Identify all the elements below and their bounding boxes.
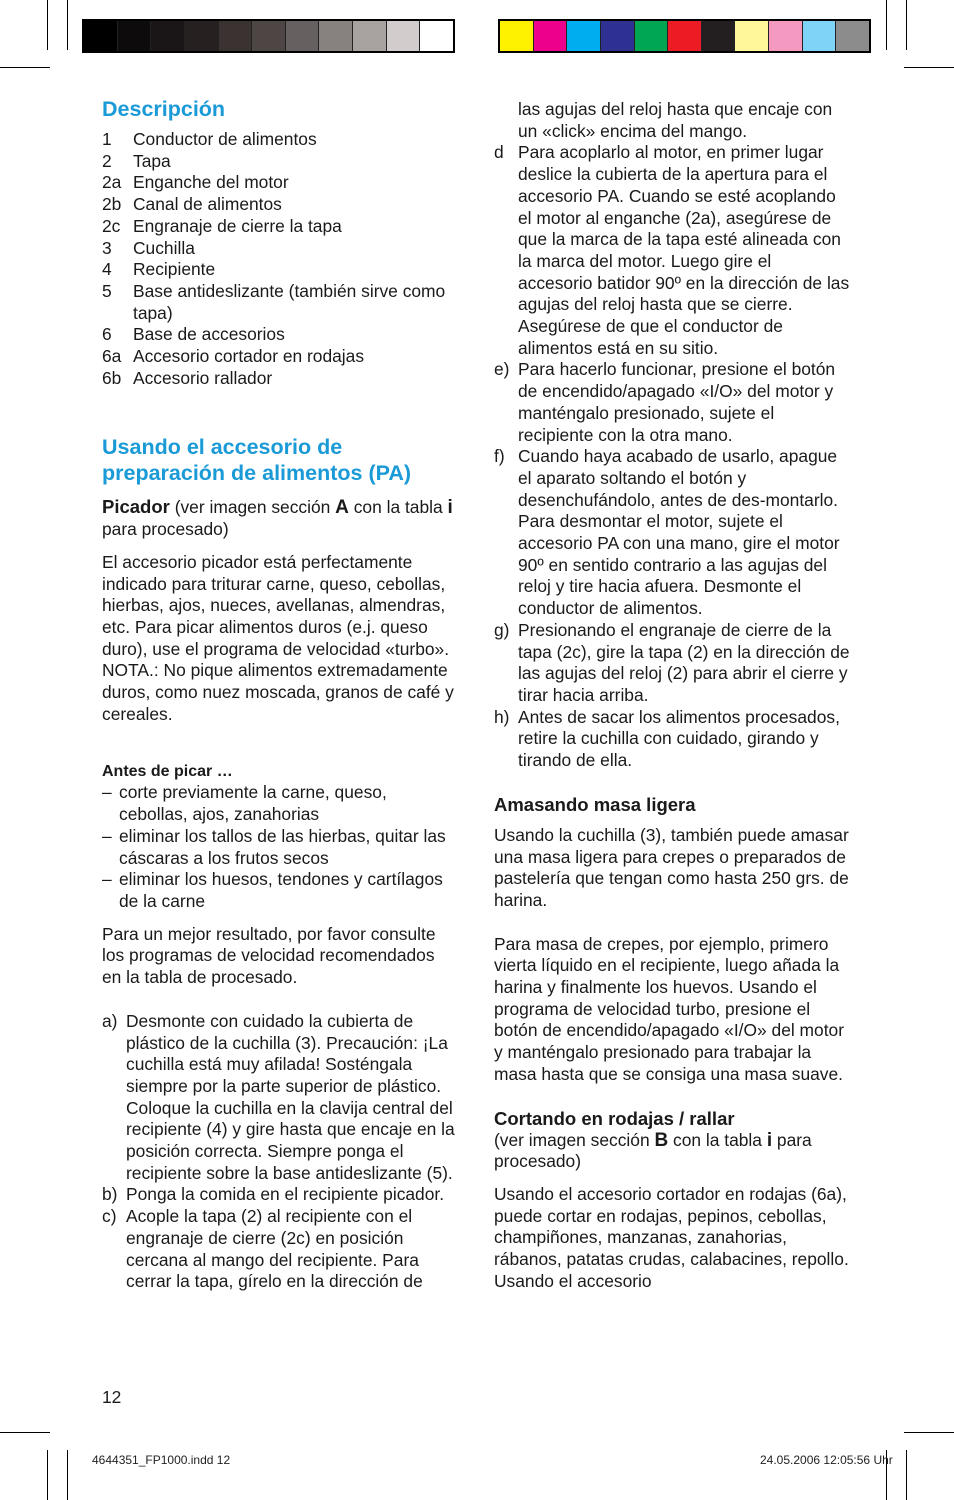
- part-item: [102, 151, 457, 173]
- picador-ref-text: con la tabla: [348, 497, 448, 518]
- step-item-text: Ponga la comida en el recipiente picador.: [126, 1184, 445, 1205]
- gray-swatch: [286, 21, 320, 51]
- step-item: [102, 1011, 457, 1185]
- antes-item: [102, 869, 457, 912]
- step-item: [494, 620, 850, 707]
- part-item-text: Tapa: [133, 150, 171, 171]
- gray-calibration-strip: [82, 19, 455, 53]
- part-item-marker: 2a: [102, 172, 122, 193]
- crop-mark: [904, 67, 954, 68]
- part-item-marker: 1: [102, 129, 112, 149]
- step-item-text: Desmonte con cuidado la cubierta de plástico de la cuchilla (3). Precaución: ¡La cuchilla está muy afilada! Sosténgala siempre por la parte superior de plástico. Coloque la cuchilla en la clavija central del recipiente (4) y gire hasta que encaje en la posición correcta. Siempre ponga el recipiente sobre la base antideslizante (5).: [126, 1010, 455, 1183]
- antes-heading: Antes de picar …: [102, 763, 233, 781]
- part-item-text: Canal de alimentos: [133, 194, 282, 215]
- step-item-text: Para hacerlo funcionar, presione el botón de encendido/apagado «I/O» del motor y manténgalo presionado, sujete el recipiente con la otra mano.: [518, 359, 836, 445]
- masa-heading: Amasando masa ligera: [494, 793, 696, 815]
- step-item-marker: a): [102, 1010, 118, 1031]
- gray-swatch: [84, 21, 118, 51]
- antes-item: [102, 782, 457, 825]
- part-item-marker: 6a: [102, 346, 122, 367]
- part-item-marker: 4: [102, 259, 112, 280]
- steps-list-right: [494, 142, 850, 771]
- mejor-resultado-text: Para un mejor resultado, por favor consulte los programas de velocidad recomendados en la tabla de procesado.: [102, 923, 436, 988]
- crop-mark: [904, 1432, 954, 1433]
- gray-swatch: [151, 21, 185, 51]
- crop-mark: [47, 1450, 48, 1500]
- step-item: [494, 446, 850, 620]
- crop-mark: [906, 1450, 907, 1500]
- step-item-text: Acople la tapa (2) al recipiente con el engranaje de cierre (2c) en posición cercana al mango del recipiente. Para cerrar la tapa, gírelo en la dirección de: [126, 1206, 423, 1292]
- page-number: 12: [102, 1387, 122, 1407]
- step-item-text: Antes de sacar los alimentos procesados, retire la cuchilla con cuidado, girando y tirando de ella.: [518, 706, 840, 771]
- color-swatch: [601, 21, 635, 51]
- step-item-marker: e): [494, 359, 510, 380]
- right-column: [494, 99, 850, 1292]
- crop-mark: [0, 67, 50, 68]
- antes-item-marker: –: [102, 782, 112, 803]
- crop-mark: [886, 0, 887, 50]
- cortando-paragraph: Usando el accesorio cortador en rodajas (6a), puede cortar en rodajas, pepinos, cebollas, champiñones, manzanas, zanahorias, rábanos, patatas crudas, calabacines, repollo. Usando el accesorio: [494, 1183, 849, 1291]
- part-item: [102, 129, 457, 151]
- antes-item: [102, 826, 457, 869]
- crop-mark: [67, 0, 68, 50]
- file-slug: 4644351_FP1000.indd 12: [92, 1453, 231, 1467]
- antes-item-marker: –: [102, 825, 112, 846]
- step-item-text: Para acoplarlo al motor, en primer lugar deslice la cubierta de la apertura para el accesorio PA. Cuando se esté acoplando el motor al enganche (2a), asegúrese de que la marca de la tapa esté alineada con la marca del motor. Luego gire el accesorio batidor 90º en la dirección de las agujas del reloj hasta que se cierre. Asegúrese de que el conductor de alimentos está en su sitio.: [518, 142, 850, 358]
- continued-step: [494, 99, 850, 142]
- gray-swatch: [420, 21, 453, 51]
- antes-item-marker: –: [102, 869, 112, 890]
- gray-swatch: [353, 21, 387, 51]
- part-item-text: Enganche del motor: [133, 172, 289, 193]
- part-item: [102, 194, 457, 216]
- picador-ref-text: para procesado): [102, 519, 229, 540]
- parts-list: [102, 129, 457, 389]
- antes-item-text: corte previamente la carne, queso, cebollas, ajos, zanahorias: [119, 782, 387, 825]
- part-item: [102, 259, 457, 281]
- color-swatch: [500, 21, 534, 51]
- step-item-marker: f): [494, 446, 505, 467]
- crop-mark: [47, 0, 48, 50]
- picador-nota: NOTA.: No pique alimentos extremadamente duros, como nuez moscada, granos de café y cereales.: [102, 660, 454, 724]
- part-item-marker: 2b: [102, 194, 122, 215]
- part-item: [102, 216, 457, 238]
- part-item: [102, 324, 457, 346]
- part-item-text: Base antideslizante (también sirve como tapa): [133, 280, 446, 323]
- step-item: [494, 359, 850, 446]
- color-swatch: [803, 21, 837, 51]
- part-item-text: Recipiente: [133, 259, 216, 280]
- part-item-text: Engranaje de cierre la tapa: [133, 215, 342, 236]
- gray-swatch: [185, 21, 219, 51]
- gray-swatch: [252, 21, 286, 51]
- section-letter-b: B: [654, 1129, 669, 1151]
- section-heading: Usando el accesorio de preparación de alimentos (PA): [102, 435, 412, 486]
- gray-swatch: [387, 21, 421, 51]
- picador-line: [102, 496, 457, 540]
- table-letter-i: i: [447, 497, 453, 519]
- part-item-text: Base de accesorios: [133, 324, 285, 345]
- part-item-text: Accesorio rallador: [133, 367, 273, 388]
- part-item-marker: 2c: [102, 215, 121, 236]
- step-item: [494, 707, 850, 772]
- picador-ref-text: (ver imagen sección: [169, 497, 336, 518]
- step-item: [102, 1206, 457, 1293]
- crop-mark: [906, 0, 907, 50]
- steps-list-left: [102, 1011, 457, 1293]
- cortando-heading: Cortando en rodajas / rallar: [494, 1107, 735, 1129]
- antes-item-text: eliminar los tallos de las hierbas, quitar las cáscaras a los frutos secos: [119, 825, 446, 868]
- picador-intro: El accesorio picador está perfectamente indicado para triturar carne, queso, cebollas, hierbas, ajos, nueces, avellanas, almendras, etc. Para picar alimentos duros (e.j. queso duro), use el programa de velocidad «turbo».: [102, 551, 450, 659]
- step-item-marker: b): [102, 1184, 118, 1205]
- descripcion-heading: Descripción: [102, 97, 226, 121]
- part-item: [102, 172, 457, 194]
- part-item-text: Cuchilla: [133, 237, 195, 258]
- part-item-marker: 2: [102, 150, 112, 171]
- continued-step-text: las agujas del reloj hasta que encaje con un «click» encima del mango.: [518, 99, 833, 141]
- color-swatch: [668, 21, 702, 51]
- part-item-marker: 6b: [102, 367, 122, 388]
- color-calibration-strip: [498, 19, 871, 53]
- masa-paragraph-2: Para masa de crepes, por ejemplo, primero vierta líquido en el recipiente, luego añada la harina y finalmente los huevos. Usando el programa de velocidad turbo, presione el botón de encendido/apagado «I/O» del motor y manténgalo presionado para trabajar la masa hasta que se consiga una masa suave.: [494, 933, 845, 1084]
- table-letter-i: i: [766, 1129, 773, 1151]
- crop-mark: [0, 1432, 50, 1433]
- part-item-marker: 6: [102, 324, 112, 345]
- part-item: [102, 238, 457, 260]
- step-item-marker: c): [102, 1206, 117, 1227]
- antes-list: [102, 782, 457, 912]
- color-swatch: [567, 21, 601, 51]
- cortando-ref-text: con la tabla: [668, 1129, 767, 1150]
- date-slug: 24.05.2006 12:05:56 Uhr: [760, 1453, 893, 1467]
- part-item-marker: 5: [102, 280, 112, 301]
- gray-swatch: [219, 21, 253, 51]
- part-item-text: Accesorio cortador en rodajas: [133, 346, 365, 367]
- color-swatch: [534, 21, 568, 51]
- step-item-text: Cuando haya acabado de usarlo, apague el aparato soltando el botón y desenchufándolo, antes de des-montarlo. Para desmontar el motor, sujete el accesorio PA con una mano, gire el motor 90º en sentido contrario a las agujas del reloj y tire hacia afuera. Desmonte el conductor de alimentos.: [518, 446, 840, 619]
- part-item-marker: 3: [102, 237, 112, 258]
- gray-swatch: [118, 21, 152, 51]
- antes-item-text: eliminar los huesos, tendones y cartílagos de la carne: [119, 869, 443, 911]
- section-letter-a: A: [335, 497, 349, 519]
- color-swatch: [635, 21, 669, 51]
- picador-title: Picador: [102, 496, 170, 518]
- step-item-marker: d: [494, 142, 504, 163]
- cortando-ref-text: (ver imagen sección: [494, 1129, 655, 1150]
- part-item: [102, 281, 457, 324]
- step-item: [102, 1184, 457, 1206]
- color-swatch: [836, 21, 869, 51]
- color-swatch: [702, 21, 736, 51]
- cortando-ref: [494, 1130, 850, 1173]
- part-item: [102, 368, 457, 390]
- step-item-marker: h): [494, 706, 510, 727]
- masa-paragraph-1: Usando la cuchilla (3), también puede amasar una masa ligera para crepes o preparados de pastelería que tengan como hasta 250 grs. de harina.: [494, 824, 849, 910]
- part-item-text: Conductor de alimentos: [133, 129, 317, 149]
- crop-mark: [67, 1450, 68, 1500]
- left-column: [102, 96, 457, 1293]
- step-item-text: Presionando el engranaje de cierre de la tapa (2c), gire la tapa (2) en la dirección de las agujas del reloj (2) para abrir el cierre y tirar hacia arriba.: [518, 619, 850, 705]
- gray-swatch: [319, 21, 353, 51]
- step-item-marker: g): [494, 619, 510, 640]
- color-swatch: [735, 21, 769, 51]
- step-item: [494, 142, 850, 359]
- cortando-ref-text: para procesado): [494, 1129, 812, 1172]
- color-swatch: [769, 21, 803, 51]
- part-item: [102, 346, 457, 368]
